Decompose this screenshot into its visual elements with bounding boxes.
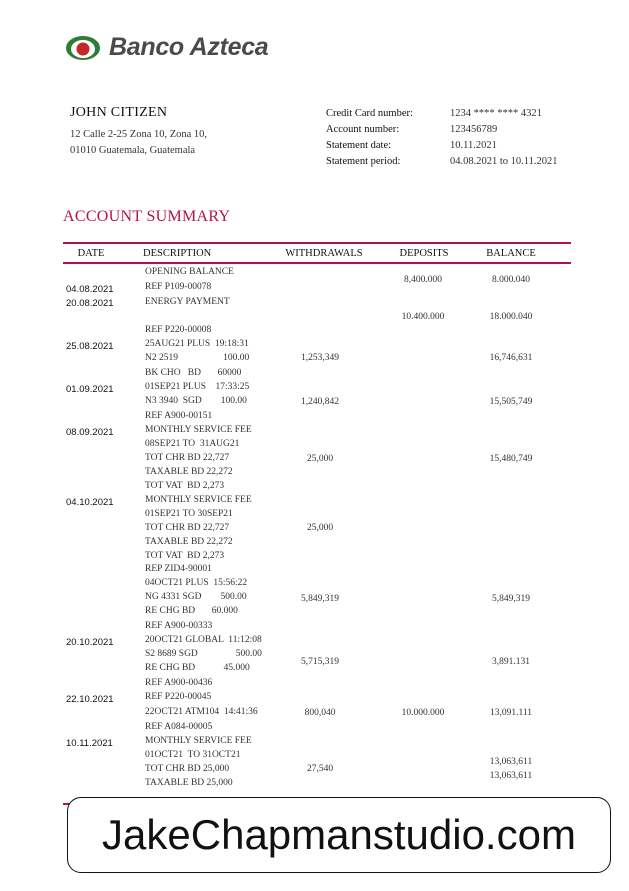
description-line: S2 8689 SGD 500.00 bbox=[145, 649, 262, 659]
description-line: REP ZID4-90001 bbox=[145, 564, 212, 574]
balance-amount: 13,063,611 bbox=[489, 771, 533, 781]
description-line: TOT VAT BD 2,273 bbox=[145, 481, 225, 491]
description-line: 22OCT21 ATM104 14:41:36 bbox=[145, 707, 258, 717]
watermark-banner: JakeChapmanstudio.com bbox=[67, 797, 611, 873]
withdrawal-amount: 1,240,842 bbox=[301, 397, 339, 407]
banco-azteca-logo-icon bbox=[64, 34, 102, 62]
divider bbox=[63, 242, 571, 244]
description-line: N2 2519 100.00 bbox=[145, 353, 250, 363]
transaction-date: 08.09.2021 bbox=[66, 427, 114, 438]
description-line: TAXABLE BD 22,272 bbox=[145, 537, 233, 547]
balance-amount: 15,505,749 bbox=[489, 397, 533, 407]
deposit-amount: 10.400.000 bbox=[401, 312, 445, 322]
info-row-date bbox=[326, 137, 558, 153]
address-line-2: 01010 Guatemala, Guatemala bbox=[70, 145, 196, 156]
statement-info bbox=[326, 105, 558, 169]
description-line: RE CHG BD 45.000 bbox=[145, 663, 250, 673]
description-line: RE CHG BD 60.000 bbox=[145, 606, 238, 616]
description-line: 08SEP21 TO 31AUG21 bbox=[145, 439, 240, 449]
transaction-date: 01.09.2021 bbox=[66, 384, 114, 395]
withdrawal-amount: 5,849,319 bbox=[301, 594, 339, 604]
bank-logo bbox=[64, 33, 268, 62]
info-row-period bbox=[326, 153, 558, 169]
column-header-deposits: DEPOSITS bbox=[399, 248, 449, 259]
info-label: Credit Card number: bbox=[326, 107, 413, 119]
column-header-description: DESCRIPTION bbox=[143, 248, 212, 259]
withdrawal-amount: 25,000 bbox=[306, 454, 334, 464]
balance-amount: 16,746,631 bbox=[489, 353, 533, 363]
description-line: MONTHLY SERVICE FEE bbox=[145, 425, 252, 435]
description-line: N3 3940 SGD 100.00 bbox=[145, 396, 247, 406]
balance-amount: 3,891.131 bbox=[492, 657, 530, 667]
description-line: TAXABLE BD 22,272 bbox=[145, 467, 233, 477]
column-header-balance: BALANCE bbox=[486, 248, 536, 259]
deposit-amount: 8,400.000 bbox=[404, 275, 442, 285]
transaction-date: 20.10.2021 bbox=[66, 637, 114, 648]
description-line: MONTHLY SERVICE FEE bbox=[145, 495, 252, 505]
description-line: 20OCT21 GLOBAL 11:12:08 bbox=[145, 635, 262, 645]
info-row-card bbox=[326, 105, 558, 121]
description-line: TOT CHR BD 25,000 bbox=[145, 764, 230, 774]
description-line: TOT CHR BD 22,727 bbox=[145, 523, 230, 533]
description-line: REF P220-00008 bbox=[145, 325, 212, 335]
balance-amount: 18.000.040 bbox=[489, 312, 533, 322]
info-value: 123456789 bbox=[450, 123, 498, 135]
description-line: 25AUG21 PLUS 19:18:31 bbox=[145, 339, 249, 349]
transaction-date: 10.11.2021 bbox=[66, 738, 113, 749]
info-label: Statement date: bbox=[326, 139, 392, 151]
section-title: ACCOUNT SUMMARY bbox=[63, 208, 231, 225]
divider bbox=[63, 262, 571, 264]
bank-name: Banco Azteca bbox=[109, 33, 269, 61]
info-label: Statement period: bbox=[326, 155, 401, 167]
description-line: BK CHO BD 60000 bbox=[145, 368, 242, 378]
description-line: REF A900-00436 bbox=[145, 678, 213, 688]
column-header-withdrawals: WITHDRAWALS bbox=[285, 248, 363, 259]
description-line: TAXABLE BD 25,000 bbox=[145, 778, 233, 788]
transaction-date: 25.08.2021 bbox=[66, 341, 114, 352]
transaction-date: 04.08.2021 bbox=[66, 284, 114, 295]
description-line: 01OCT21 TO 31OCT21 bbox=[145, 750, 241, 760]
withdrawal-amount: 27,540 bbox=[306, 764, 334, 774]
info-value: 10.11.2021 bbox=[450, 139, 497, 151]
withdrawal-amount: 800,040 bbox=[304, 708, 336, 718]
description-line: REF P109-00078 bbox=[145, 282, 212, 292]
withdrawal-amount: 1,253,349 bbox=[301, 353, 339, 363]
description-line: 04OCT21 PLUS 15:56:22 bbox=[145, 578, 248, 588]
description-line: ENERGY PAYMENT bbox=[145, 297, 230, 307]
description-line: REF P220-00045 bbox=[145, 692, 212, 702]
transaction-date: 20.08.2021 bbox=[66, 298, 114, 309]
info-value: 1234 **** **** 4321 bbox=[450, 107, 542, 119]
column-header-date: DATE bbox=[77, 248, 105, 259]
description-line: 01SEP21 PLUS 17:33:25 bbox=[145, 382, 250, 392]
info-label: Account number: bbox=[326, 123, 400, 135]
balance-amount: 5,849,319 bbox=[492, 594, 530, 604]
info-value: 04.08.2021 to 10.11.2021 bbox=[450, 155, 558, 167]
description-line: TOT CHR BD 22,727 bbox=[145, 453, 230, 463]
description-line: REF A084-00005 bbox=[145, 722, 213, 732]
description-line: REF A900-00333 bbox=[145, 621, 213, 631]
balance-amount: 13,063,611 bbox=[489, 757, 533, 767]
transaction-date: 22.10.2021 bbox=[66, 694, 114, 705]
description-line: TOT VAT BD 2,273 bbox=[145, 551, 225, 561]
withdrawal-amount: 25,000 bbox=[306, 523, 334, 533]
customer-address bbox=[70, 127, 207, 159]
description-line: NG 4331 SGD 500.00 bbox=[145, 592, 247, 602]
customer-name: JOHN CITIZEN bbox=[70, 105, 168, 120]
balance-amount: 13,091.111 bbox=[489, 708, 533, 718]
info-row-account bbox=[326, 121, 558, 137]
balance-amount: 8.000.040 bbox=[492, 275, 530, 285]
balance-amount: 15,480,749 bbox=[489, 454, 533, 464]
address-line-1: 12 Calle 2-25 Zona 10, Zona 10, bbox=[70, 129, 208, 140]
description-line: REF A900-00151 bbox=[145, 411, 213, 421]
deposit-amount: 10.000.000 bbox=[401, 708, 445, 718]
description-line: OPENING BALANCE bbox=[145, 267, 234, 277]
withdrawal-amount: 5,715,319 bbox=[301, 657, 339, 667]
transaction-date: 04.10.2021 bbox=[66, 497, 114, 508]
description-line: MONTHLY SERVICE FEE bbox=[145, 736, 252, 746]
description-line: 01SEP21 TO 30SEP21 bbox=[145, 509, 233, 519]
